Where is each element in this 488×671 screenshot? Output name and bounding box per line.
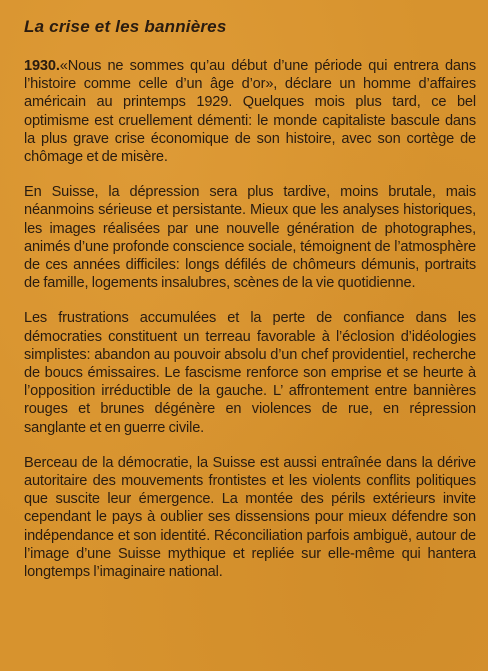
- paragraph-4: Berceau de la démocratie, la Suisse est aussi entraînée dans la dérive autoritaire des mouvements frontistes et les violents conflits politiques que suscite leur émergence. La montée des périls extérieurs invite cependant le pays à oublier ses dissensions pour mieux défendre son indépendance et son identité. Réconciliation parfois ambiguë, autour de l’image d’une Suisse mythique et repliée sur elle-même qui hantera longtemps l’imaginaire national.: [24, 454, 476, 581]
- page-title: La crise et les bannières: [24, 17, 227, 36]
- paragraph-3: Les frustrations accumulées et la perte de confiance dans les démocraties constituent un terreau favorable à l’éclosion d’idéologies simplistes: abandon au pouvoir absolu d’un chef providentiel, recherche de boucs émissaires. Le fascisme renforce son emprise et se heurte à l’opposition irréductible de la gauche. L’ affrontement entre bannières rouges et brunes dégénère en violences de rue, en répression sanglante et en guerre civile.: [24, 310, 476, 436]
- paragraph-2: En Suisse, la dépression sera plus tardive, moins brutale, mais néanmoins sérieuse et persistante. Mieux que les analyses historiques, les images réalisées par une nouvelle génération de photographes, animés d’une profonde conscience sociale, témoignent de l’atmosphère de ces années difficiles: longs défilés de chômeurs démunis, portraits de famille, logements insalubres, scènes de la vie quotidienne.: [24, 184, 476, 292]
- paragraph-1-text: «Nous ne sommes qu’au début d’une période qui entrera dans l’histoire comme celle d’un âge d’or», déclare un homme d’affaires américain au printemps 1929. Quelques mois plus tard, ce bel optimisme est cruellement démenti: le monde capitaliste bascule dans la plus grave crise économique de son histoire, avec son cortège de chômage et de misère.: [24, 58, 476, 166]
- paragraph-1: [24, 57, 476, 166]
- paragraph-lead-year: 1930.: [24, 58, 60, 74]
